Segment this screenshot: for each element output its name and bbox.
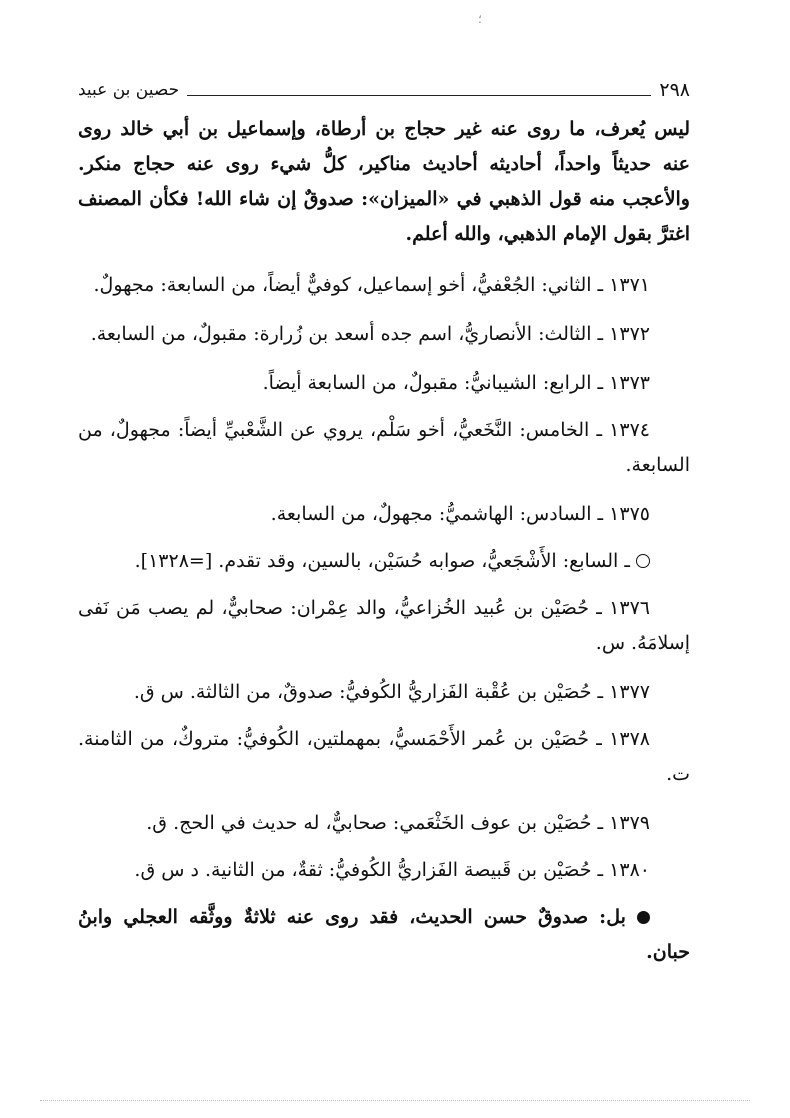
entry-number: ١٣٧١ [609, 274, 650, 296]
entry-1380 [78, 853, 690, 888]
entry-text: ـ حُصَيْن بن عُقْبة الفَزاريُّ الكُوفيُّ: صدوقٌ، من الثالثة. س ق. [133, 681, 604, 703]
entry-1379 [78, 806, 690, 841]
entry-number: ١٣٧٤ [609, 419, 650, 441]
header-rule [187, 95, 651, 96]
entry-number: ١٣٧٢ [609, 323, 650, 345]
entry-text: ـ حُصَيْن بن عوف الخَثْعَمي: صحابيٌّ، له حديث في الحج. ق. [146, 812, 604, 834]
entry-number: ١٣٨٠ [609, 859, 650, 881]
entry-text: ـ الثالث: الأنصاريُّ، اسم جده أسعد بن زُرارة: مقبولٌ، من السابعة. [90, 323, 604, 345]
entry-text: ـ حُصَيْن بن عُمر الأَحْمَسيُّ، بمهملتين، الكُوفيُّ: متروكٌ، من الثامنة. ت. [78, 728, 690, 785]
intro-paragraph: ليس يُعرف، ما روى عنه غير حجاج بن أرطاة، وإسماعيل بن أبي خالد روى عنه حديثاً واحداً، أحاديثه أحاديث مناكير، كلُّ شيء روى عنه حجاج منكر. والأعجب منه قول الذهبي في «الميزان»: صدوقٌ إن شاء الله! فكأن المصنف اغترَّ بقول الإمام الذهبي، والله أعلم. [78, 118, 690, 245]
entry-text: ـ الخامس: النَّخَعيُّ، أخو سَلْم، يروي عن الشَّعْبيِّ أيضاً: مجهولٌ، من السابعة. [78, 419, 690, 476]
circle-marker-icon [636, 554, 650, 568]
entry-number: ١٣٧٩ [609, 812, 650, 834]
entry-1372 [78, 317, 690, 352]
entry-text: ـ الثاني: الجُعْفيُّ، أخو إسماعيل، كوفيٌّ أيضاً، من السابعة: مجهولٌ. [93, 274, 604, 296]
entry-seventh [78, 544, 690, 579]
editor-note [78, 900, 690, 970]
entry-text: ـ حُصَيْن بن قَبيصة الفَزاريُّ الكُوفيُّ: ثقةٌ، من الثانية. د س ق. [134, 859, 604, 881]
entry-text: ـ السادس: الهاشميُّ: مجهولٌ، من السابعة. [270, 503, 604, 525]
entry-text: ـ حُصَيْن بن عُبيد الخُزاعيُّ، والد عِمْران: صحابيٌّ، لم يصب مَن نَفى إسلامَهُ. س. [78, 597, 690, 654]
bullet-dot-icon [637, 911, 650, 924]
entry-text: ـ السابع: الأَشْجَعيُّ، صوابه حُسَيْن، بالسين، وقد تقدم. [=١٣٢٨]. [134, 550, 630, 572]
entry-number: ١٣٧٨ [609, 728, 650, 750]
header-title: حصين بن عبيد [78, 80, 180, 100]
page-body [78, 112, 690, 984]
entry-1375 [78, 497, 690, 532]
top-mark: ؛ [478, 12, 482, 26]
entry-number: ١٣٧٥ [609, 503, 650, 525]
entry-1377 [78, 675, 690, 710]
entry-number: ١٣٧٧ [609, 681, 650, 703]
page-header [78, 70, 690, 100]
note-text: بل: صدوقٌ حسن الحديث، فقد روى عنه ثلاثةٌ ووثَّقه العجلي وابنُ حبان. [78, 906, 690, 963]
entry-1374 [78, 413, 690, 483]
page-number: ٢٩٨ [659, 79, 690, 101]
entry-1371 [78, 268, 690, 303]
entry-number: ١٣٧٣ [609, 372, 650, 394]
entry-1373 [78, 366, 690, 401]
entry-text: ـ الرابع: الشيبانيُّ: مقبولٌ، من السابعة أيضاً. [262, 372, 604, 394]
entry-number: ١٣٧٦ [609, 597, 650, 619]
entry-1376 [78, 591, 690, 661]
entry-1378 [78, 722, 690, 792]
bottom-divider [40, 1100, 750, 1101]
